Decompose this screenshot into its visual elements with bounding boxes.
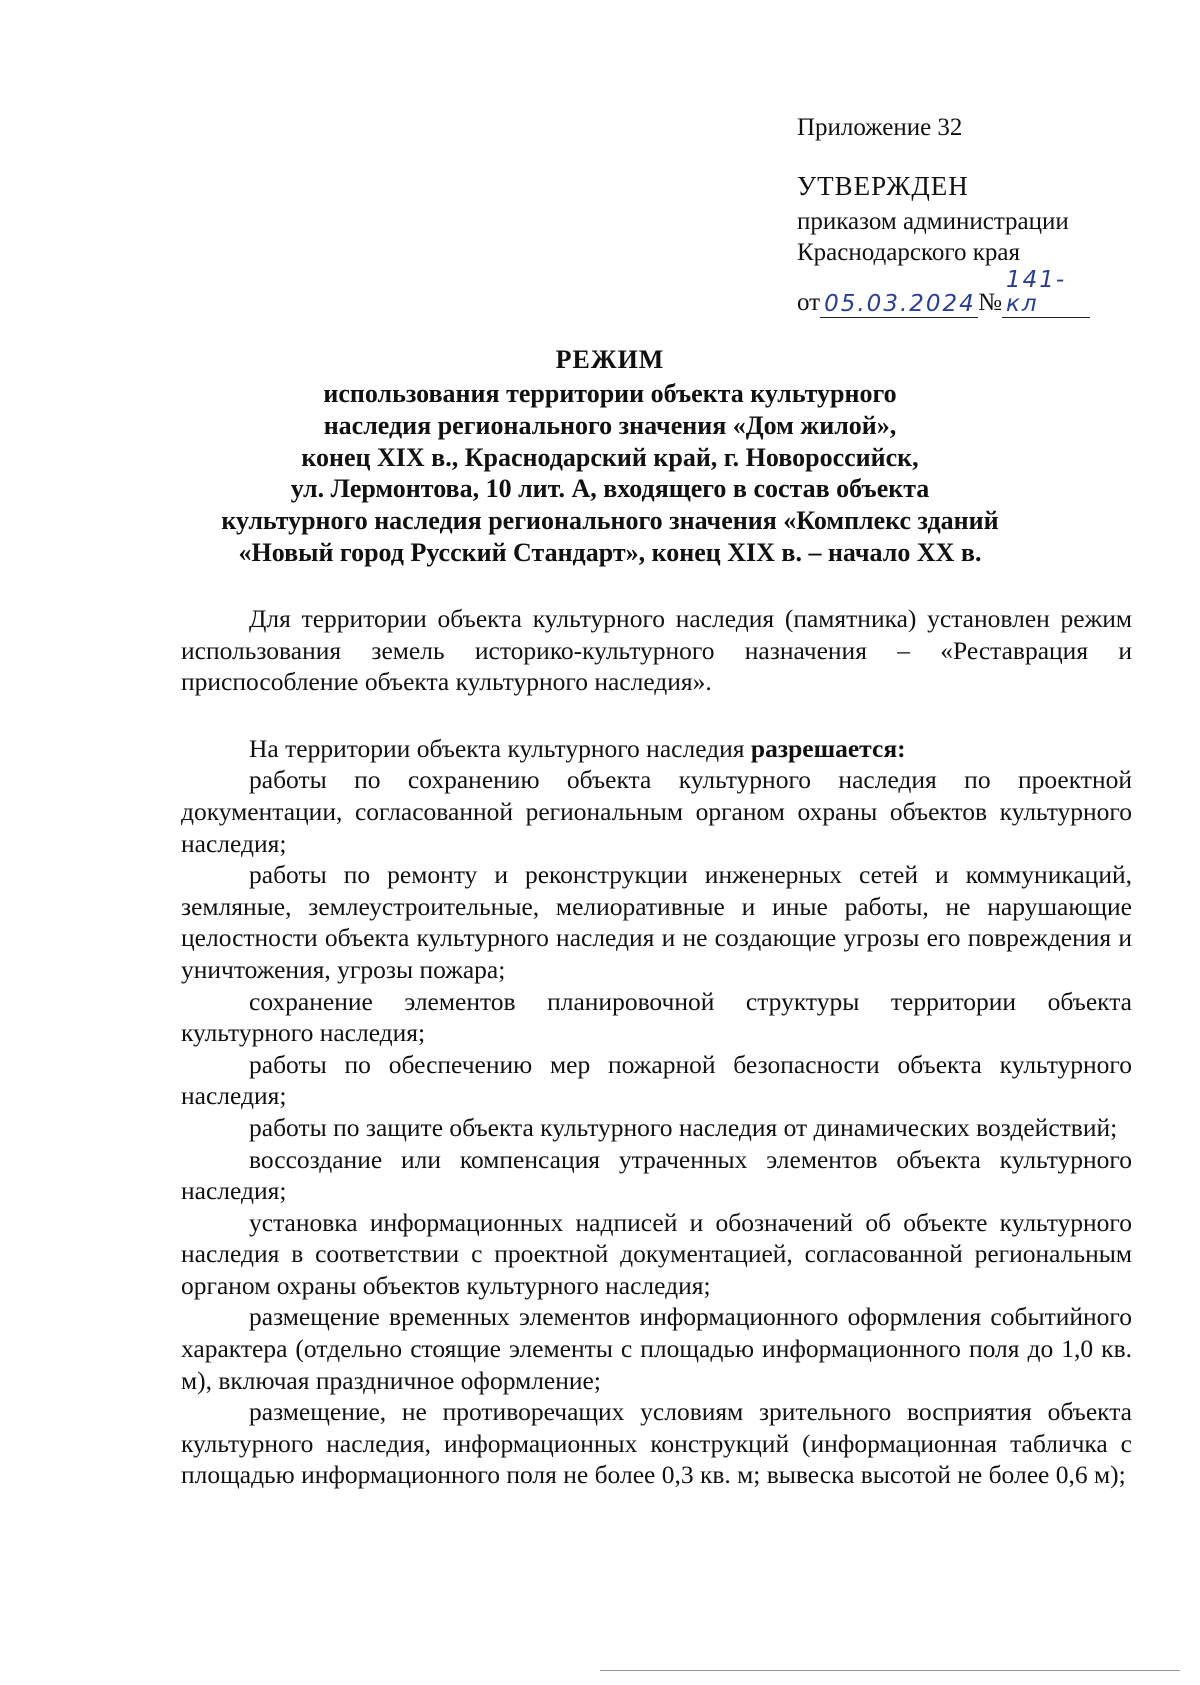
allowed-item: установка информационных надписей и обозначений об объекте культурного наследия в соответствии с проектной документацией, согласованной региональным органом охраны объектов культурного наследия;	[181, 1207, 1132, 1300]
allowed-item: работы по ремонту и реконструкции инженерных сетей и коммуникаций, земляные, землеустроительные, мелиоративные и иные работы, не нарушающие целостности объекта культурного наследия и не создающие угрозы его повреждения и уничтожения, угрозы пожара;	[181, 860, 1132, 984]
allowed-item: работы по обеспечению мер пожарной безопасности объекта культурного наследия;	[181, 1049, 1132, 1111]
allowed-heading	[181, 733, 1132, 765]
title-line: ул. Лермонтова, 10 лит. А, входящего в состав объекта	[290, 474, 930, 504]
paragraph-gap	[181, 698, 1132, 733]
document-title	[180, 342, 1040, 569]
number-prefix: №	[978, 289, 1002, 316]
title-line: конец XIX в., Краснодарский край, г. Новороссийск,	[301, 442, 919, 472]
approved-label: УТВЕРЖДЕН	[797, 171, 969, 201]
handwritten-number: 141-кл	[1002, 268, 1090, 318]
document-body	[181, 603, 1132, 1491]
allowed-item: размещение временных элементов информационного оформления событийного характера (отдельно стоящие элементы с площадью информационного поля до 1,0 кв. м), включая праздничное оформление;	[181, 1302, 1132, 1395]
allowed-item: размещение, не противоречащих условиям зрительного восприятия объекта культурного наследия, информационных конструкций (информационная табличка с площадью информационного поля не более 0,3 кв. м; вывеска высотой не более 0,6 м);	[181, 1397, 1132, 1490]
title-line: «Новый город Русский Стандарт», конец XIX в. – начало XX в.	[238, 537, 982, 567]
handwritten-date: 05.03.2024	[820, 292, 978, 318]
appendix-label: Приложение 32	[797, 114, 963, 141]
footer-rule	[600, 1670, 1180, 1671]
allowed-heading-bold: разрешается:	[750, 733, 906, 763]
date-prefix: от	[797, 289, 821, 316]
title-line: наследия регионального значения «Дом жилой»,	[323, 410, 897, 440]
allowed-item: работы по защите объекта культурного наследия от динамических воздействий;	[249, 1112, 1118, 1142]
allowed-heading-text: На территории объекта культурного наследия	[249, 733, 751, 763]
title-line: использования территории объекта культурного	[323, 379, 897, 408]
allowed-item: воссоздание или компенсация утраченных элементов объекта культурного наследия;	[181, 1144, 1132, 1206]
intro-paragraph: Для территории объекта культурного наследия (памятника) установлен режим использования земель историко-культурного назначения – «Реставрация и приспособление объекта культурного наследия».	[181, 604, 1132, 697]
approved-by-line-2: Краснодарского края	[797, 239, 1020, 266]
title-main: РЕЖИМ	[555, 345, 665, 374]
allowed-item: работы по сохранению объекта культурного наследия по проектной документации, согласованной региональным органом охраны объектов культурного наследия;	[181, 765, 1132, 858]
approval-block	[797, 112, 1090, 318]
allowed-item: сохранение элементов планировочной структуры территории объекта культурного наследия;	[181, 986, 1132, 1048]
approved-by-line-1: приказом администрации	[797, 208, 1069, 235]
order-date-number-line	[797, 268, 1090, 318]
title-line: культурного наследия регионального значения «Комплекс зданий	[221, 506, 999, 536]
